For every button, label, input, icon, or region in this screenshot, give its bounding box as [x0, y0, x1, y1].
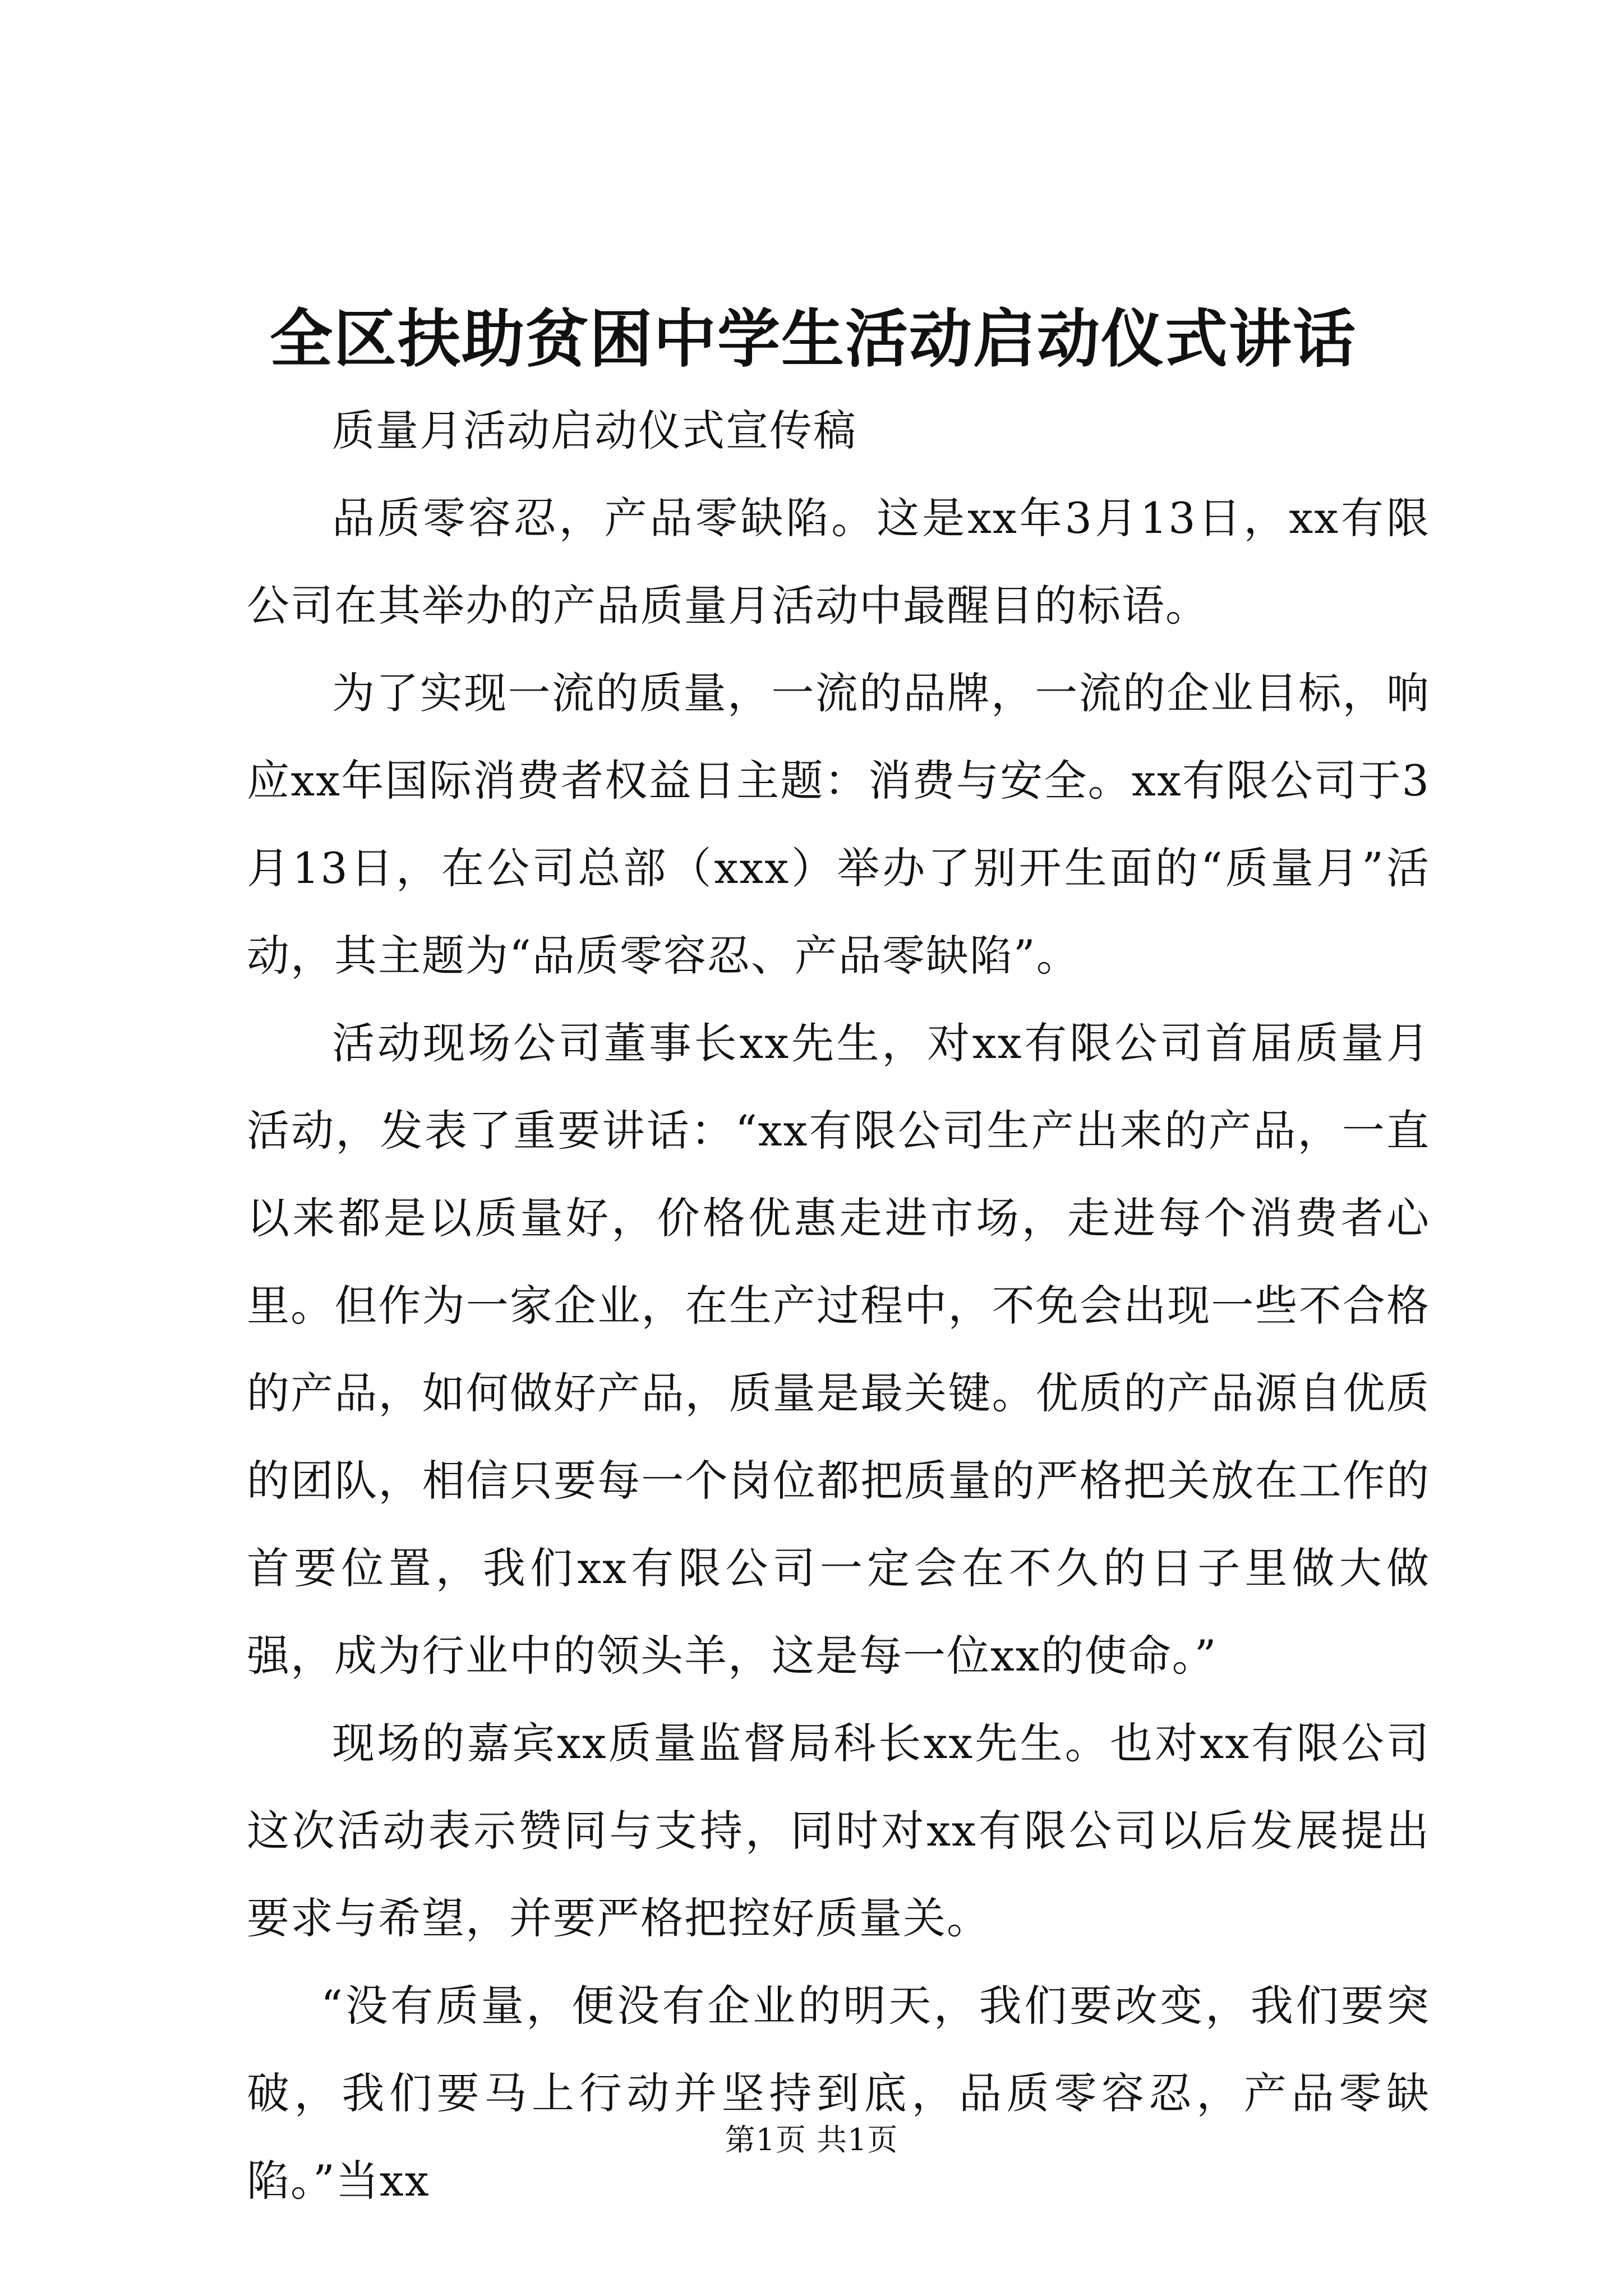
body-paragraph: 活动现场公司董事长xx先生，对xx有限公司首届质量月活动，发表了重要讲话：“xx有限公司生产出来的产品，一直以来都是以质量好，价格优惠走进市场，走进每个消费者心里。但作为一家企业，在生产过程中，不免会出现一些不合格的产品，如何做好产品，质量是最关键。优质的产品源自优质的团队，相信只要每一个岗位都把质量的严格把关放在工作的首要位置，我们xx有限公司一定会在不久的日子里做大做强，成为行业中的领头羊，这是每一位xx的使命。”	[247, 1018, 1430, 1681]
body-paragraph: 现场的嘉宾xx质量监督局科长xx先生。也对xx有限公司这次活动表示赞同与支持，同时对xx有限公司以后发展提出要求与希望，并要严格把控好质量关。	[247, 1718, 1430, 1943]
document-title: 全区扶助贫困中学生活动启动仪式讲话	[270, 302, 1357, 376]
body-paragraph: 品质零容忍，产品零缺陷。这是xx年3月13日，xx有限公司在其举办的产品质量月活动中最醒目的标语。	[247, 493, 1430, 631]
body-paragraph: “没有质量，便没有企业的明天，我们要改变，我们要突破，我们要马上行动并坚持到底，品质零容忍，产品零缺陷。”当xx	[247, 1981, 1430, 2206]
page-footer: 第1页 共1页	[725, 2122, 898, 2157]
subtitle-paragraph: 质量月活动启动仪式宣传稿	[332, 406, 857, 455]
body-paragraph: 为了实现一流的质量，一流的品牌，一流的企业目标，响应xx年国际消费者权益日主题：消费与安全。xx有限公司于3月13日，在公司总部（xxx）举办了别开生面的“质量月”活动，其主题为“品质零容忍、产品零缺陷”。	[247, 668, 1430, 981]
document-body	[247, 387, 1430, 2225]
